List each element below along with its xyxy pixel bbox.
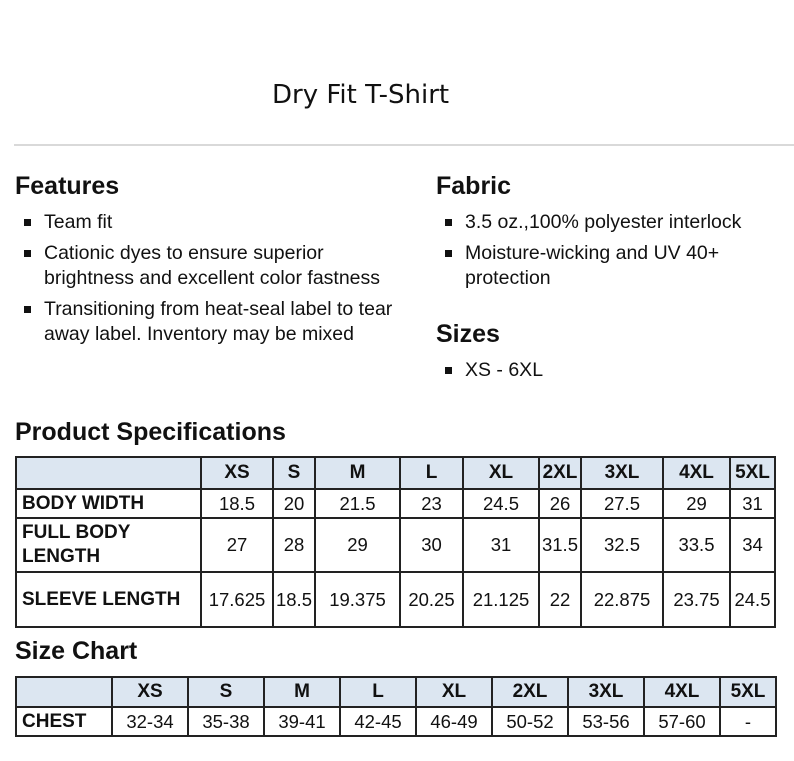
bullet-icon [445,219,452,226]
row-label: FULL BODY LENGTH [16,518,201,572]
table-cell: - [720,707,776,736]
table-header-row [16,677,776,707]
bullet-icon [24,306,31,313]
column-header: S [188,677,264,707]
size-chart-table [15,676,777,737]
table-cell: 22.875 [581,572,663,627]
table-cell: 31.5 [539,518,581,572]
feature-text: Cationic dyes to ensure superior brightness and excellent color fastness [44,242,381,289]
column-header: L [400,457,463,489]
divider [14,144,794,146]
column-header: 5XL [730,457,775,489]
bullet-icon [24,219,31,226]
fabric-text: Moisture-wicking and UV 40+ protection [465,242,720,289]
table-cell: 23 [400,489,463,518]
table-cell: 29 [663,489,730,518]
list-item [18,297,398,347]
column-header: XL [463,457,539,489]
column-header: L [340,677,416,707]
column-header: 3XL [568,677,644,707]
bullet-icon [445,250,452,257]
feature-text: Team fit [44,211,113,233]
sizes-list [439,358,779,389]
table-cell: 42-45 [340,707,416,736]
column-header: 5XL [720,677,776,707]
list-item [18,241,398,291]
column-header: XL [416,677,492,707]
table-cell: 31 [730,489,775,518]
table-cell: 31 [463,518,539,572]
features-list [18,210,398,353]
row-label: SLEEVE LENGTH [16,572,201,627]
feature-text: Transitioning from heat-seal label to tear away label. Inventory may be mixed [44,298,393,345]
fabric-heading: Fabric [436,172,512,200]
table-corner-cell [16,457,201,489]
table-corner-cell [16,677,112,707]
list-item [439,241,784,291]
table-cell: 32.5 [581,518,663,572]
table-cell: 24.5 [463,489,539,518]
product-specifications-heading: Product Specifications [15,418,286,446]
table-header-row [16,457,775,489]
table-cell: 24.5 [730,572,775,627]
sizes-heading: Sizes [436,320,500,348]
table-cell: 21.125 [463,572,539,627]
column-header: 4XL [644,677,720,707]
bullet-icon [445,367,452,374]
table-cell: 32-34 [112,707,188,736]
table-cell: 20.25 [400,572,463,627]
size-chart-heading: Size Chart [15,637,138,665]
table-cell: 34 [730,518,775,572]
list-item [439,210,784,235]
fabric-list [439,210,784,297]
table-cell: 57-60 [644,707,720,736]
product-specifications-table [15,456,776,628]
table-cell: 46-49 [416,707,492,736]
table-row [16,489,775,518]
fabric-text: 3.5 oz.,100% polyester interlock [465,211,742,233]
row-label: BODY WIDTH [16,489,201,518]
table-cell: 18.5 [273,572,315,627]
column-header: M [264,677,340,707]
table-row [16,518,775,572]
column-header: 2XL [539,457,581,489]
table-cell: 29 [315,518,400,572]
table-cell: 28 [273,518,315,572]
table-cell: 21.5 [315,489,400,518]
table-cell: 33.5 [663,518,730,572]
table-cell: 17.625 [201,572,273,627]
bullet-icon [24,250,31,257]
table-cell: 27.5 [581,489,663,518]
column-header: 2XL [492,677,568,707]
table-cell: 30 [400,518,463,572]
table-cell: 22 [539,572,581,627]
list-item [439,358,779,383]
column-header: XS [112,677,188,707]
column-header: S [273,457,315,489]
table-cell: 20 [273,489,315,518]
features-heading: Features [15,172,120,200]
sizes-text: XS - 6XL [465,359,544,381]
table-cell: 26 [539,489,581,518]
table-cell: 50-52 [492,707,568,736]
column-header: XS [201,457,273,489]
table-row [16,572,775,627]
table-cell: 35-38 [188,707,264,736]
column-header: 3XL [581,457,663,489]
table-cell: 19.375 [315,572,400,627]
column-header: M [315,457,400,489]
table-row [16,707,776,736]
table-cell: 39-41 [264,707,340,736]
table-cell: 27 [201,518,273,572]
table-cell: 18.5 [201,489,273,518]
column-header: 4XL [663,457,730,489]
table-cell: 23.75 [663,572,730,627]
table-cell: 53-56 [568,707,644,736]
page-title: Dry Fit T-Shirt [272,80,450,110]
row-label: CHEST [16,707,112,736]
list-item [18,210,398,235]
